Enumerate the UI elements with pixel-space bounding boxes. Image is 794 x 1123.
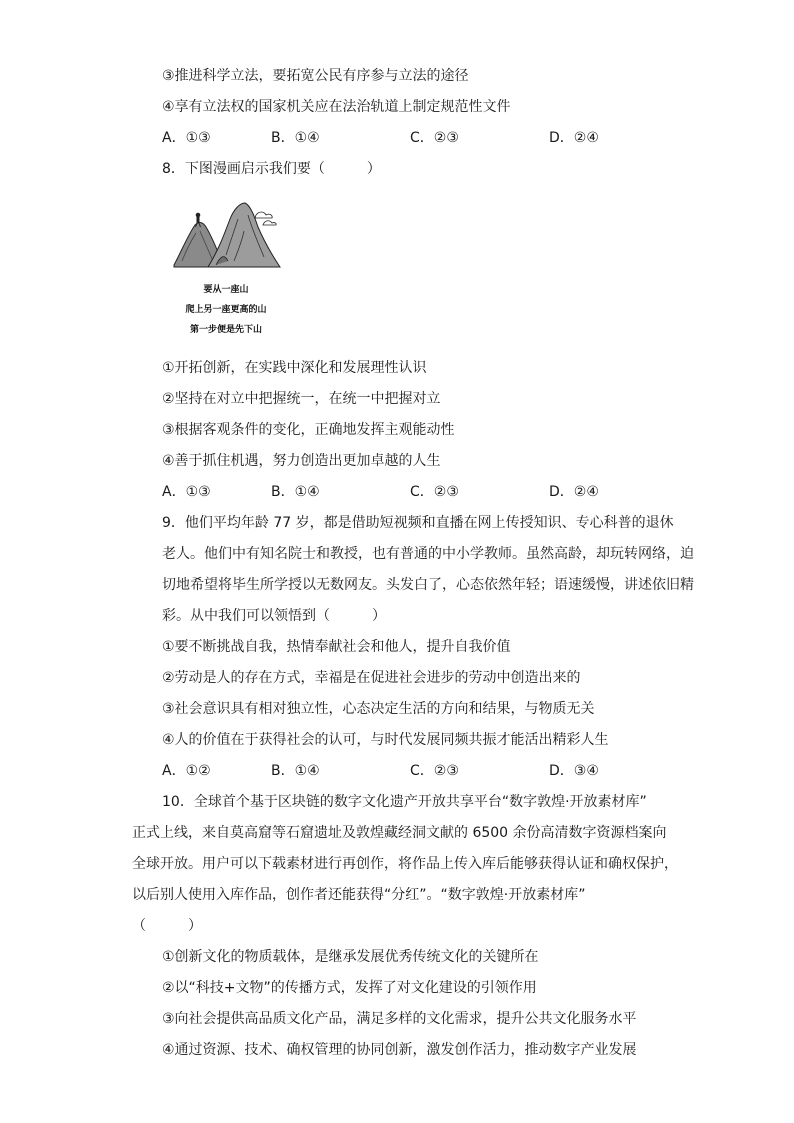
q7-option-c[interactable]: C．②③: [410, 130, 459, 146]
q9-item-2: ②劳动是人的存在方式，幸福是在促进社会进步的劳动中创造出来的: [162, 670, 581, 686]
q9-stem-line-3: 切地希望将毕生所学授以无数网友。头发白了，心态依然年轻；语速缓慢，讲述依旧精: [162, 577, 694, 593]
mountain-illustration: [174, 203, 280, 267]
q8-item-4: ④善于抓住机遇，努力创造出更加卓越的人生: [162, 453, 441, 469]
q10-stem-line-2: 正式上线，来自莫高窟等石窟遗址及敦煌藏经洞文献的 6500 余份高清数字资源档案向: [132, 825, 667, 841]
q9-option-a[interactable]: A．①②: [162, 763, 211, 779]
q10-answer-blank: （ ）: [132, 918, 202, 934]
q7-item-3: ③推进科学立法，要拓宽公民有序参与立法的途径: [162, 68, 469, 84]
q8-option-b[interactable]: B．①④: [271, 484, 320, 500]
q10-stem-line-4: 以后别人使用入库作品，创作者还能获得“分红”。“数字敦煌·开放素材库”: [132, 887, 586, 903]
q7-option-a[interactable]: A．①③: [162, 130, 211, 146]
q9-option-b[interactable]: B．①④: [271, 763, 320, 779]
q10-stem-line-1: 10．全球首个基于区块链的数字文化遗产开放共享平台“数字敦煌·开放素材库”: [162, 794, 647, 810]
q9-option-c[interactable]: C．②③: [410, 763, 459, 779]
q8-stem: 8．下图漫画启示我们要（ ）: [162, 161, 381, 177]
q9-item-3: ③社会意识具有相对独立性，心态决定生活的方向和结果，与物质无关: [162, 701, 595, 717]
q9-item-1: ①要不断挑战自我，热情奉献社会和他人，提升自我价值: [162, 639, 511, 655]
cartoon-caption-line-2: 爬上另一座更高的山: [185, 305, 267, 315]
q9-option-d[interactable]: D．③④: [549, 763, 599, 779]
cartoon-caption-line-1: 要从一座山: [203, 285, 249, 295]
q7-option-b[interactable]: B．①④: [271, 130, 320, 146]
q8-item-1: ①开拓创新，在实践中深化和发展理性认识: [162, 360, 427, 376]
q10-stem-line-3: 全球开放。用户可以下载素材进行再创作，将作品上传入库后能够获得认证和确权保护，: [132, 856, 678, 872]
q10-item-3: ③向社会提供高品质文化产品，满足多样的文化需求，提升公共文化服务水平: [162, 1011, 637, 1027]
q9-stem-line-4: 彩。从中我们可以领悟到（ ）: [162, 608, 386, 624]
q9-stem-line-2: 老人。他们中有知名院士和教授，也有普通的中小学教师。虽然高龄，却玩转网络，迫: [162, 546, 694, 562]
q7-item-4: ④享有立法权的国家机关应在法治轨道上制定规范性文件: [162, 99, 511, 115]
cartoon-caption-line-3: 第一步便是先下山: [189, 325, 263, 335]
q9-item-4: ④人的价值在于获得社会的认可，与时代发展同频共振才能活出精彩人生: [162, 732, 609, 748]
q10-item-2: ②以“科技+文物”的传播方式，发挥了对文化建设的引领作用: [162, 980, 537, 996]
q9-stem-line-1: 9．他们平均年龄 77 岁，都是借助短视频和直播在网上传授知识、专心科普的退休: [162, 515, 674, 531]
mountain-cartoon: [168, 195, 286, 340]
q8-option-a[interactable]: A．①③: [162, 484, 211, 500]
q8-option-d[interactable]: D．②④: [549, 484, 599, 500]
q10-item-1: ①创新文化的物质载体，是继承发展优秀传统文化的关键所在: [162, 949, 539, 965]
q8-item-2: ②坚持在对立中把握统一，在统一中把握对立: [162, 391, 441, 407]
q8-option-c[interactable]: C．②③: [410, 484, 459, 500]
q10-item-4: ④通过资源、技术、确权管理的协同创新，激发创作活力，推动数字产业发展: [162, 1042, 637, 1058]
q8-item-3: ③根据客观条件的变化，正确地发挥主观能动性: [162, 422, 455, 438]
q7-option-d[interactable]: D．②④: [549, 130, 599, 146]
